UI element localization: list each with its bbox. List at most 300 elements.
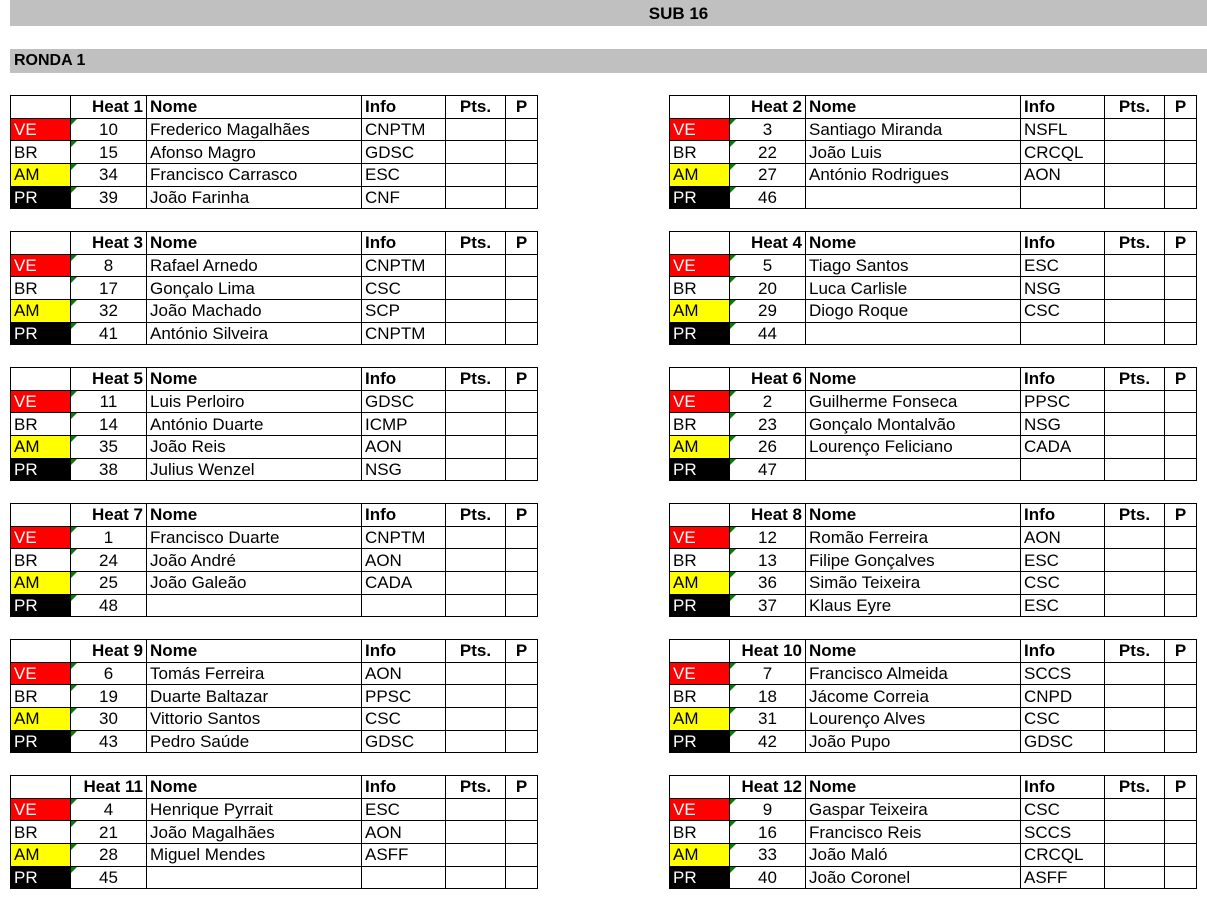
table-row	[11, 844, 538, 867]
nome-header: Nome	[806, 368, 1021, 391]
athlete-number: 12	[758, 528, 777, 548]
lane-color-cell: PR	[11, 730, 71, 753]
nome-header: Nome	[806, 776, 1021, 799]
comment-indicator-icon	[71, 277, 77, 283]
athlete-number-cell	[730, 594, 806, 617]
comment-indicator-icon	[71, 413, 77, 419]
athlete-number: 5	[762, 256, 773, 276]
table-row	[11, 572, 538, 595]
place-cell	[506, 662, 538, 685]
heat-header-row	[11, 640, 538, 663]
pts-header: Pts.	[1105, 640, 1165, 663]
blank-cell	[11, 232, 71, 255]
place-cell	[1165, 118, 1197, 141]
place-cell	[506, 413, 538, 436]
lane-color-cell: VE	[670, 526, 730, 549]
athlete-number: 3	[762, 120, 773, 140]
points-cell	[446, 594, 506, 617]
athlete-name-cell: Luis Perloiro	[147, 390, 362, 413]
athlete-number-cell	[71, 866, 147, 889]
athlete-name-cell: Duarte Baltazar	[147, 685, 362, 708]
athlete-number: 27	[758, 165, 777, 185]
points-cell	[446, 572, 506, 595]
athlete-name-cell	[147, 866, 362, 889]
heat-header-row	[11, 368, 538, 391]
points-cell	[446, 322, 506, 345]
pts-header: Pts.	[1105, 776, 1165, 799]
athlete-number-cell	[730, 685, 806, 708]
athlete-name-cell: Romão Ferreira	[806, 526, 1021, 549]
lane-color-cell: VE	[11, 254, 71, 277]
lane-color-cell: AM	[11, 572, 71, 595]
comment-indicator-icon	[730, 187, 736, 193]
comment-indicator-icon	[71, 527, 77, 533]
lane-color-cell: VE	[670, 254, 730, 277]
points-cell	[446, 821, 506, 844]
place-cell	[506, 458, 538, 481]
table-row	[11, 594, 538, 617]
table-row	[670, 277, 1197, 300]
athlete-number-cell	[71, 458, 147, 481]
athlete-number-cell	[730, 708, 806, 731]
athlete-name-cell: Gaspar Teixeira	[806, 798, 1021, 821]
heat-header-row	[670, 368, 1197, 391]
athlete-number: 40	[758, 868, 777, 888]
athlete-name-cell	[147, 594, 362, 617]
athlete-number: 26	[758, 437, 777, 457]
athlete-name-cell: Francisco Carrasco	[147, 164, 362, 187]
table-row	[11, 549, 538, 572]
athlete-number: 7	[762, 664, 773, 684]
points-cell	[446, 458, 506, 481]
athlete-name-cell: Klaus Eyre	[806, 594, 1021, 617]
heat-label: Heat 5	[71, 368, 147, 391]
p-header: P	[1165, 776, 1197, 799]
athlete-number-cell	[730, 549, 806, 572]
points-cell	[446, 798, 506, 821]
athlete-number: 6	[103, 664, 114, 684]
blank-cell	[670, 232, 730, 255]
table-row	[670, 164, 1197, 187]
comment-indicator-icon	[730, 255, 736, 261]
blank-cell	[11, 776, 71, 799]
club-info-cell: CSC	[1021, 572, 1105, 595]
pts-header: Pts.	[1105, 232, 1165, 255]
place-cell	[1165, 685, 1197, 708]
points-cell	[1105, 277, 1165, 300]
points-cell	[446, 708, 506, 731]
athlete-name-cell: Filipe Gonçalves	[806, 549, 1021, 572]
points-cell	[1105, 730, 1165, 753]
points-cell	[1105, 572, 1165, 595]
heat-label: Heat 1	[71, 96, 147, 119]
table-row	[11, 277, 538, 300]
athlete-number-cell	[730, 186, 806, 209]
comment-indicator-icon	[71, 187, 77, 193]
points-cell	[1105, 844, 1165, 867]
place-cell	[506, 436, 538, 459]
athlete-number: 32	[99, 301, 118, 321]
athlete-name-cell: Guilherme Fonseca	[806, 390, 1021, 413]
blank-cell	[11, 368, 71, 391]
club-info-cell: CNPTM	[362, 118, 446, 141]
lane-color-cell: AM	[670, 572, 730, 595]
athlete-name-cell: João Magalhães	[147, 821, 362, 844]
club-info-cell: ESC	[1021, 254, 1105, 277]
athlete-number-cell	[71, 436, 147, 459]
lane-color-cell: BR	[670, 549, 730, 572]
comment-indicator-icon	[730, 685, 736, 691]
athlete-name-cell: Tiago Santos	[806, 254, 1021, 277]
heat-table	[10, 503, 538, 617]
heat-label: Heat 4	[730, 232, 806, 255]
info-header: Info	[362, 96, 446, 119]
lane-color-cell: AM	[11, 436, 71, 459]
club-info-cell: ESC	[362, 798, 446, 821]
table-row	[11, 662, 538, 685]
athlete-number-cell	[730, 390, 806, 413]
comment-indicator-icon	[730, 323, 736, 329]
club-info-cell: CNPD	[1021, 685, 1105, 708]
club-info-cell: GDSC	[362, 730, 446, 753]
place-cell	[1165, 413, 1197, 436]
comment-indicator-icon	[730, 708, 736, 714]
lane-color-cell: BR	[670, 821, 730, 844]
lane-color-cell: VE	[11, 118, 71, 141]
table-row	[11, 866, 538, 889]
club-info-cell: CNPTM	[362, 526, 446, 549]
athlete-name-cell: João Farinha	[147, 186, 362, 209]
table-row	[670, 186, 1197, 209]
athlete-name-cell: João Luis	[806, 141, 1021, 164]
athlete-name-cell: António Silveira	[147, 322, 362, 345]
athlete-number-cell	[730, 254, 806, 277]
athlete-number-cell	[730, 436, 806, 459]
athlete-number: 35	[99, 437, 118, 457]
athlete-number-cell	[730, 413, 806, 436]
table-row	[670, 436, 1197, 459]
p-header: P	[1165, 368, 1197, 391]
athlete-name-cell: Henrique Pyrrait	[147, 798, 362, 821]
club-info-cell: CSC	[1021, 708, 1105, 731]
athlete-number-cell	[71, 821, 147, 844]
athlete-number: 39	[99, 188, 118, 208]
athlete-name-cell: Lourenço Alves	[806, 708, 1021, 731]
athlete-number: 22	[758, 142, 777, 162]
athlete-name-cell: António Rodrigues	[806, 164, 1021, 187]
points-cell	[1105, 390, 1165, 413]
comment-indicator-icon	[71, 572, 77, 578]
nome-header: Nome	[147, 96, 362, 119]
athlete-name-cell: Tomás Ferreira	[147, 662, 362, 685]
p-header: P	[1165, 96, 1197, 119]
heat-header-row	[670, 776, 1197, 799]
blank-cell	[670, 640, 730, 663]
place-cell	[1165, 322, 1197, 345]
athlete-number: 38	[99, 460, 118, 480]
place-cell	[1165, 594, 1197, 617]
athlete-name-cell: João Galeão	[147, 572, 362, 595]
club-info-cell	[1021, 186, 1105, 209]
place-cell	[1165, 390, 1197, 413]
athlete-number: 11	[99, 392, 118, 412]
club-info-cell	[362, 594, 446, 617]
heat-table	[10, 775, 538, 889]
table-row	[670, 798, 1197, 821]
lane-color-cell: BR	[11, 413, 71, 436]
points-cell	[1105, 141, 1165, 164]
athlete-number: 25	[99, 573, 118, 593]
lane-color-cell: VE	[11, 662, 71, 685]
lane-color-cell: VE	[11, 798, 71, 821]
points-cell	[446, 413, 506, 436]
points-cell	[1105, 164, 1165, 187]
info-header: Info	[1021, 776, 1105, 799]
points-cell	[1105, 549, 1165, 572]
comment-indicator-icon	[730, 799, 736, 805]
p-header: P	[506, 96, 538, 119]
pts-header: Pts.	[446, 368, 506, 391]
place-cell	[1165, 141, 1197, 164]
nome-header: Nome	[147, 776, 362, 799]
points-cell	[1105, 526, 1165, 549]
heat-table	[10, 231, 538, 345]
place-cell	[1165, 844, 1197, 867]
club-info-cell: GDSC	[362, 141, 446, 164]
athlete-number-cell	[730, 277, 806, 300]
p-header: P	[1165, 504, 1197, 527]
athlete-name-cell: Francisco Almeida	[806, 662, 1021, 685]
place-cell	[506, 866, 538, 889]
club-info-cell: AON	[362, 549, 446, 572]
lane-color-cell: PR	[11, 186, 71, 209]
athlete-number-cell	[71, 685, 147, 708]
lane-color-cell: BR	[11, 821, 71, 844]
athlete-number-cell	[71, 254, 147, 277]
athlete-name-cell: Francisco Reis	[806, 821, 1021, 844]
table-row	[11, 730, 538, 753]
nome-header: Nome	[147, 368, 362, 391]
place-cell	[506, 708, 538, 731]
athlete-number: 9	[762, 800, 773, 820]
athlete-number-cell	[730, 118, 806, 141]
place-cell	[1165, 866, 1197, 889]
points-cell	[446, 300, 506, 323]
athlete-number-cell	[730, 164, 806, 187]
place-cell	[506, 798, 538, 821]
athlete-number: 33	[758, 845, 777, 865]
athlete-number: 46	[758, 188, 777, 208]
place-cell	[506, 844, 538, 867]
points-cell	[1105, 662, 1165, 685]
lane-color-cell: PR	[670, 594, 730, 617]
athlete-number: 8	[103, 256, 114, 276]
athlete-number: 4	[103, 800, 114, 820]
heat-label: Heat 3	[71, 232, 147, 255]
athlete-number-cell	[71, 798, 147, 821]
nome-header: Nome	[806, 640, 1021, 663]
points-cell	[1105, 821, 1165, 844]
comment-indicator-icon	[730, 391, 736, 397]
lane-color-cell: AM	[11, 164, 71, 187]
lane-color-cell: BR	[670, 413, 730, 436]
athlete-name-cell	[806, 458, 1021, 481]
points-cell	[446, 436, 506, 459]
athlete-number: 42	[758, 732, 777, 752]
comment-indicator-icon	[71, 844, 77, 850]
club-info-cell: NSG	[1021, 413, 1105, 436]
athlete-number-cell	[730, 866, 806, 889]
athlete-number: 14	[99, 414, 118, 434]
club-info-cell: GDSC	[362, 390, 446, 413]
heat-table	[669, 231, 1197, 345]
nome-header: Nome	[806, 96, 1021, 119]
club-info-cell: CSC	[1021, 300, 1105, 323]
table-row	[11, 436, 538, 459]
points-cell	[446, 844, 506, 867]
athlete-number-cell	[71, 277, 147, 300]
athlete-name-cell	[806, 186, 1021, 209]
heat-header-row	[670, 640, 1197, 663]
place-cell	[1165, 549, 1197, 572]
place-cell	[1165, 708, 1197, 731]
points-cell	[1105, 685, 1165, 708]
table-row	[11, 413, 538, 436]
club-info-cell: CSC	[1021, 798, 1105, 821]
athlete-number-cell	[730, 730, 806, 753]
athlete-name-cell: Afonso Magro	[147, 141, 362, 164]
pts-header: Pts.	[1105, 504, 1165, 527]
pts-header: Pts.	[446, 776, 506, 799]
table-row	[670, 141, 1197, 164]
club-info-cell: AON	[362, 662, 446, 685]
place-cell	[1165, 300, 1197, 323]
comment-indicator-icon	[71, 799, 77, 805]
pts-header: Pts.	[446, 96, 506, 119]
club-info-cell: ASFF	[362, 844, 446, 867]
pts-header: Pts.	[446, 504, 506, 527]
table-row	[11, 254, 538, 277]
table-row	[670, 390, 1197, 413]
athlete-number: 37	[758, 596, 777, 616]
heat-header-row	[11, 776, 538, 799]
table-row	[670, 413, 1197, 436]
athlete-number: 36	[758, 573, 777, 593]
lane-color-cell: AM	[670, 436, 730, 459]
athlete-number-cell	[730, 458, 806, 481]
athlete-name-cell: Miguel Mendes	[147, 844, 362, 867]
athlete-number: 20	[758, 278, 777, 298]
info-header: Info	[362, 368, 446, 391]
table-row	[670, 254, 1197, 277]
athlete-number: 16	[758, 822, 777, 842]
table-row	[670, 685, 1197, 708]
comment-indicator-icon	[730, 459, 736, 465]
blank-cell	[670, 368, 730, 391]
place-cell	[1165, 458, 1197, 481]
table-row	[670, 300, 1197, 323]
athlete-number-cell	[730, 300, 806, 323]
athlete-number-cell	[71, 844, 147, 867]
p-header: P	[506, 776, 538, 799]
comment-indicator-icon	[730, 164, 736, 170]
comment-indicator-icon	[71, 300, 77, 306]
lane-color-cell: BR	[670, 685, 730, 708]
lane-color-cell: PR	[11, 866, 71, 889]
athlete-number-cell	[730, 798, 806, 821]
comment-indicator-icon	[730, 119, 736, 125]
table-row	[670, 118, 1197, 141]
points-cell	[446, 662, 506, 685]
athlete-number: 28	[99, 845, 118, 865]
info-header: Info	[1021, 368, 1105, 391]
lane-color-cell: AM	[670, 708, 730, 731]
athlete-name-cell: Francisco Duarte	[147, 526, 362, 549]
club-info-cell: GDSC	[1021, 730, 1105, 753]
athlete-number-cell	[71, 164, 147, 187]
pts-header: Pts.	[1105, 368, 1165, 391]
athlete-name-cell: Santiago Miranda	[806, 118, 1021, 141]
athlete-name-cell: Julius Wenzel	[147, 458, 362, 481]
club-info-cell: CADA	[362, 572, 446, 595]
comment-indicator-icon	[730, 867, 736, 873]
lane-color-cell: AM	[670, 300, 730, 323]
club-info-cell: PPSC	[1021, 390, 1105, 413]
athlete-number-cell	[71, 413, 147, 436]
place-cell	[1165, 798, 1197, 821]
table-row	[670, 844, 1197, 867]
ronda-bar	[10, 49, 1207, 73]
comment-indicator-icon	[730, 141, 736, 147]
points-cell	[1105, 708, 1165, 731]
info-header: Info	[1021, 232, 1105, 255]
athlete-name-cell: Rafael Arnedo	[147, 254, 362, 277]
points-cell	[446, 118, 506, 141]
place-cell	[506, 164, 538, 187]
place-cell	[506, 186, 538, 209]
table-row	[11, 186, 538, 209]
lane-color-cell: VE	[670, 798, 730, 821]
heat-table	[669, 503, 1197, 617]
athlete-name-cell: Frederico Magalhães	[147, 118, 362, 141]
club-info-cell: CADA	[1021, 436, 1105, 459]
athlete-number: 44	[758, 324, 777, 344]
comment-indicator-icon	[71, 821, 77, 827]
lane-color-cell: BR	[670, 141, 730, 164]
comment-indicator-icon	[71, 119, 77, 125]
lane-color-cell: PR	[670, 322, 730, 345]
pts-header: Pts.	[446, 640, 506, 663]
blank-cell	[670, 504, 730, 527]
athlete-name-cell: Pedro Saúde	[147, 730, 362, 753]
blank-cell	[670, 96, 730, 119]
heat-header-row	[670, 232, 1197, 255]
place-cell	[506, 685, 538, 708]
place-cell	[1165, 662, 1197, 685]
athlete-name-cell: Jácome Correia	[806, 685, 1021, 708]
table-row	[670, 572, 1197, 595]
club-info-cell: NSG	[1021, 277, 1105, 300]
points-cell	[1105, 436, 1165, 459]
heat-header-row	[670, 96, 1197, 119]
heat-header-row	[670, 504, 1197, 527]
lane-color-cell: AM	[11, 844, 71, 867]
athlete-name-cell: Gonçalo Montalvão	[806, 413, 1021, 436]
athlete-number: 13	[758, 550, 777, 570]
points-cell	[1105, 322, 1165, 345]
comment-indicator-icon	[71, 549, 77, 555]
place-cell	[1165, 277, 1197, 300]
